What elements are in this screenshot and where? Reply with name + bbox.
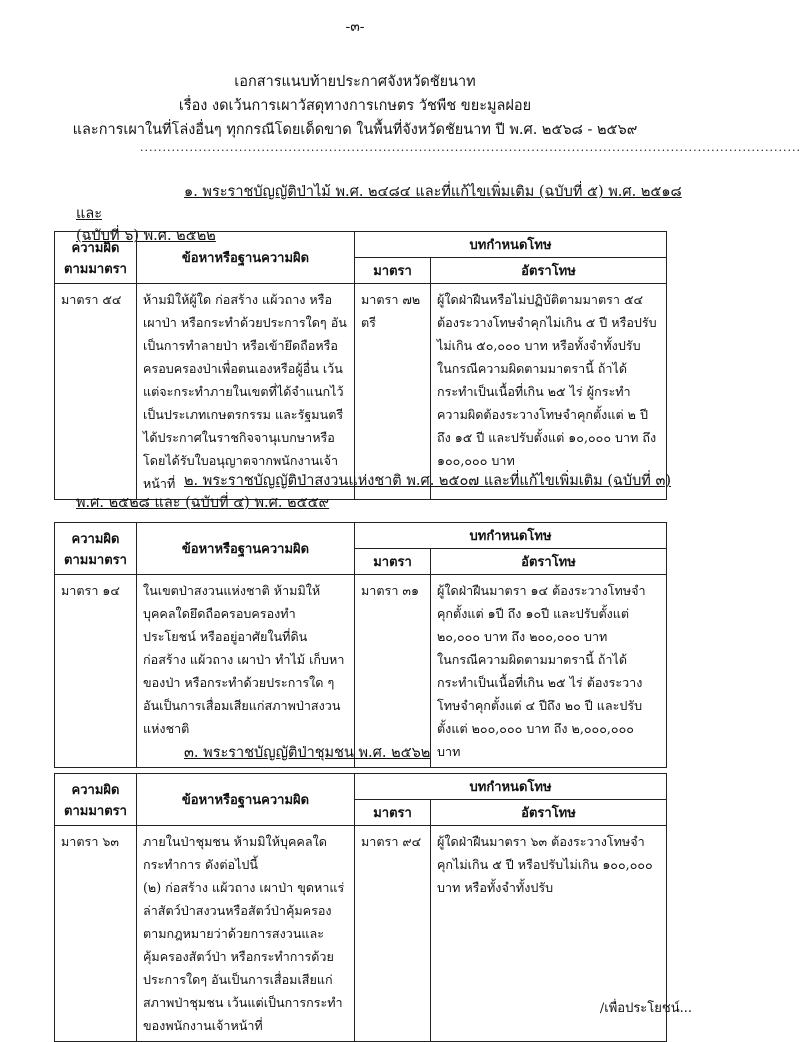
rate-cell: ผู้ใดฝ่าฝืนมาตรา ๖๓ ต้องระวางโทษจำคุกไม่เกิน ๕ ปี หรือปรับไม่เกิน ๑๐๐,๐๐๐ บาท หรือทั้งจำทั้งปรับ bbox=[431, 826, 667, 1042]
section-2-title bbox=[76, 470, 671, 514]
header-offense: ความผิด ตามมาตรา bbox=[55, 232, 137, 284]
rate-paragraph: ในกรณีความผิดตามมาตรานี้ ถ้าได้กระทำเป็นเนื้อที่เกิน ๒๕ ไร่ ผู้กระทำความผิดต้องระวางโทษจำคุกตั้งแต่ ๒ ปีถึง ๑๕ ปี และปรับตั้งแต่ ๑๐,๐๐๐ บาท ถึง ๑๐๐,๐๐๐ บาท bbox=[437, 361, 657, 468]
law-table-2 bbox=[54, 522, 667, 768]
section-2-title-line2: พ.ศ. ๒๕๒๘ และ (ฉบับที่ ๔) พ.ศ. ๒๕๕๙ bbox=[76, 495, 330, 511]
section-1-title-line1: ๑. พระราชบัญญัติป่าไม้ พ.ศ. ๒๔๘๔ และที่แก้ไขเพิ่มเติม (ฉบับที่ ๕) พ.ศ. ๒๕๑๘ และ bbox=[76, 184, 682, 222]
header-offense: ความผิด ตามมาตรา bbox=[55, 774, 137, 826]
section-3-title-line1: ๓. พระราชบัญญัติป่าชุมชน พ.ศ. ๒๕๖๒ bbox=[184, 745, 431, 761]
rate-paragraph: ผู้ใดฝ่าฝืนมาตรา ๑๔ ต้องระวางโทษจำคุกตั้งแต่ ๑ปี ถึง ๑๐ปี และปรับตั้งแต่ ๒๐,๐๐๐ บาท ถึง ๒๐๐,๐๐๐ บาท bbox=[437, 583, 646, 644]
offense-cell: มาตรา ๑๔ bbox=[55, 575, 137, 768]
header-offense: ความผิด ตามมาตรา bbox=[55, 523, 137, 575]
header-rate: อัตราโทษ bbox=[431, 549, 667, 575]
header-penalty: บทกำหนดโทษ bbox=[355, 523, 667, 549]
table-row bbox=[55, 284, 667, 500]
header-penalty: บทกำหนดโทษ bbox=[355, 232, 667, 258]
law-table-1 bbox=[54, 231, 667, 500]
charge-paragraph: ภายในป่าชุมชน ห้ามมิให้บุคคลใดกระทำการ ดังต่อไปนี้ bbox=[143, 834, 327, 872]
page-number: -๓- bbox=[345, 19, 365, 35]
penalty-section-cell: มาตรา ๓๑ bbox=[355, 575, 431, 768]
rate-cell bbox=[431, 575, 667, 768]
penalty-section-cell: มาตรา ๗๒ ตรี bbox=[355, 284, 431, 500]
section-2-title-line1: ๒. พระราชบัญญัติป่าสงวนแห่งชาติ พ.ศ. ๒๕๐๗ และที่แก้ไขเพิ่มเติม (ฉบับที่ ๓) bbox=[184, 473, 672, 489]
header-penalty: บทกำหนดโทษ bbox=[355, 774, 667, 800]
header-charge: ข้อหาหรือฐานความผิด bbox=[137, 523, 355, 575]
law-table-3 bbox=[54, 773, 667, 1042]
document-header bbox=[0, 70, 710, 142]
header-line-3: และการเผาในที่โล่งอื่นๆ ทุกกรณีโดยเด็ดขาด ในพื้นที่จังหวัดชัยนาท ปี พ.ศ. ๒๕๖๘ - ๒๕๖๙ bbox=[72, 122, 638, 138]
charge-cell: ห้ามมิให้ผู้ใด ก่อสร้าง แผ้วถาง หรือ เผาป่า หรือกระทำด้วยประการใดๆ อันเป็นการทำลายป่า หรือเข้ายึดถือหรือครอบครองป่าเพื่อตนเองหรือผู้อื่น เว้นแต่จะกระทำภายในเขตที่ได้จำแนกไว้เป็นประเภทเกษตรกรรม และรัฐมนตรีได้ประกาศในราชกิจจานุเบกษาหรือโดยได้รับใบอนุญาตจากพนักงานเจ้าหน้าที่ bbox=[137, 284, 355, 500]
rate-paragraph: ในกรณีความผิดตามมาตรานี้ ถ้าได้กระทำเป็นเนื้อที่เกิน ๒๕ ไร่ ต้องระวางโทษจำคุกตั้งแต่ ๔ ปีถึง ๒๐ ปี และปรับตั้งแต่ ๒๐๐,๐๐๐ บาท ถึง ๒,๐๐๐,๐๐๐ บาท bbox=[437, 652, 643, 759]
charge-cell bbox=[137, 826, 355, 1042]
charge-cell: ในเขตป่าสงวนแห่งชาติ ห้ามมิให้บุคคลใดยึดถือครอบครองทำประโยชน์ หรืออยู่อาศัยในที่ดิน ก่อสร้าง แผ้วถาง เผาป่า ทำไม้ เก็บหาของป่า หรือกระทำด้วยประการใด ๆ อันเป็นการเสื่อมเสียแก่สภาพป่าสงวนแห่งชาติ bbox=[137, 575, 355, 768]
table-row bbox=[55, 575, 667, 768]
header-rate: อัตราโทษ bbox=[431, 800, 667, 826]
header-line-1: เอกสารแนบท้ายประกาศจังหวัดชัยนาท bbox=[234, 74, 476, 90]
header-section: มาตรา bbox=[355, 549, 431, 575]
header-charge: ข้อหาหรือฐานความผิด bbox=[137, 774, 355, 826]
section-1-title-line2: (ฉบับที่ ๖) พ.ศ. ๒๕๒๒ bbox=[76, 228, 216, 244]
penalty-section-cell: มาตรา ๙๔ bbox=[355, 826, 431, 1042]
rate-cell bbox=[431, 284, 667, 500]
table-row bbox=[55, 826, 667, 1042]
header-section: มาตรา bbox=[355, 800, 431, 826]
offense-cell: มาตรา ๕๔ bbox=[55, 284, 137, 500]
charge-paragraph: (๒) ก่อสร้าง แผ้วถาง เผาป่า ขุดหาแร่ ล่าสัตว์ป่าสงวนหรือสัตว์ป่าคุ้มครองตามกฎหมายว่าด้วยการสงวนและคุ้มครองสัตว์ป่า หรือกระทำการด้วยประการใดๆ อันเป็นการเสื่อมเสียแก่สภาพป่าชุมชน เว้นแต่เป็นการกระทำของพนักงานเจ้าหน้าที่ bbox=[143, 880, 345, 1033]
header-section: มาตรา bbox=[355, 258, 431, 284]
continuation-note: /เพื่อประโยชน์... bbox=[599, 1001, 692, 1016]
header-line-2: เรื่อง งดเว้นการเผาวัสดุทางการเกษตร วัชพืช ขยะมูลฝอย bbox=[178, 98, 532, 114]
rate-paragraph: ผู้ใดฝ่าฝืนหรือไม่ปฏิบัติตามมาตรา ๕๔ ต้องระวางโทษจำคุกไม่เกิน ๕ ปี หรือปรับไม่เกิน ๕๐,๐๐๐ บาท หรือทั้งจำทั้งปรับ bbox=[437, 292, 657, 353]
dotted-separator: ................................................................................................................................................... bbox=[140, 141, 801, 154]
section-3-title bbox=[184, 742, 430, 764]
header-charge: ข้อหาหรือฐานความผิด bbox=[137, 232, 355, 284]
header-rate: อัตราโทษ bbox=[431, 258, 667, 284]
offense-cell: มาตรา ๖๓ bbox=[55, 826, 137, 1042]
